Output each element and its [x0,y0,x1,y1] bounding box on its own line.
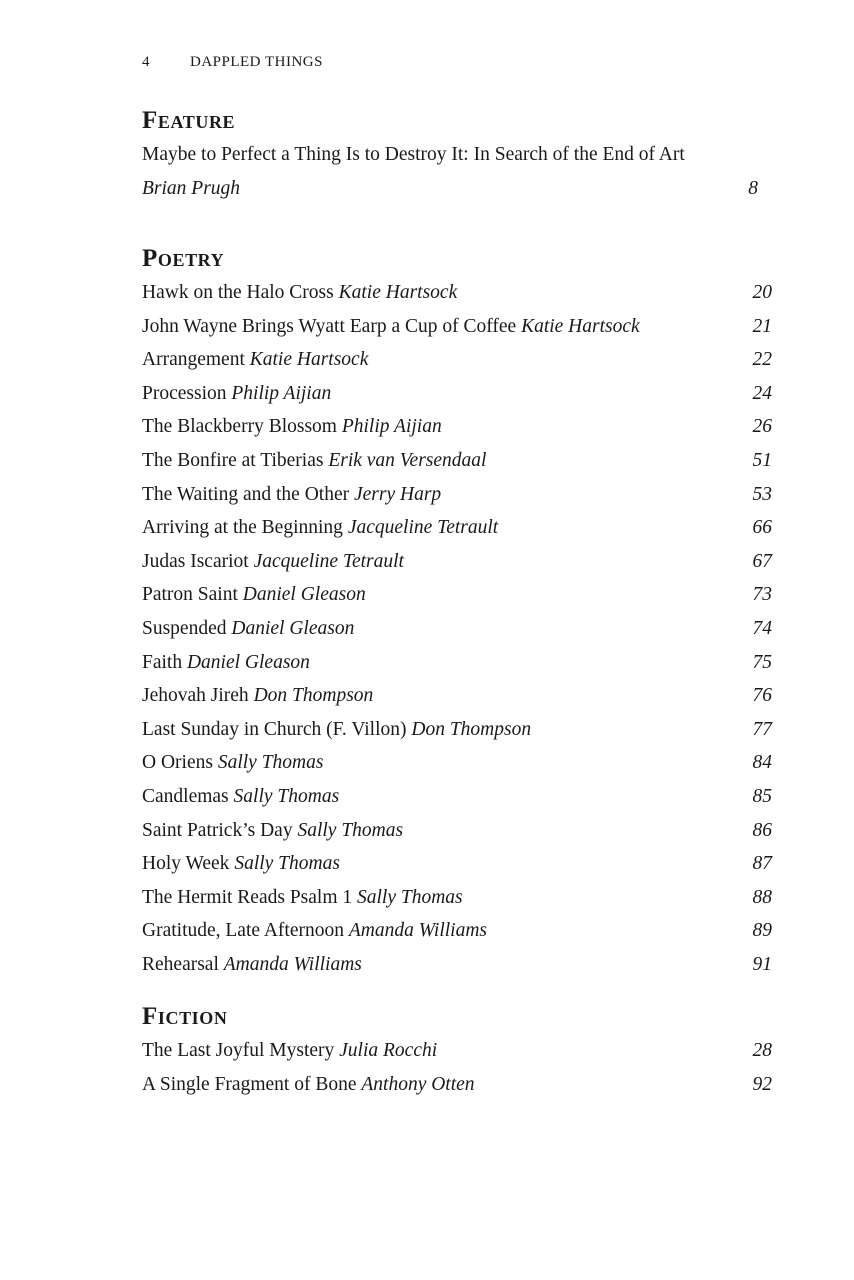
entry-page-number: 28 [752,1040,772,1061]
entry-title: John Wayne Brings Wyatt Earp a Cup of Coffee [142,315,517,337]
toc-entry [142,1034,772,1068]
entry-page-number: 67 [752,550,772,572]
entry-title: Faith [142,651,183,673]
entry-page-number: 77 [752,718,772,740]
section-title-poetry: Poetry [142,245,225,272]
running-head [142,54,323,71]
poetry-entry-list [142,276,772,981]
toc-entry [142,780,772,814]
entry-author: Katie Hartsock [521,315,640,337]
entry-author: Erik van Versendaal [328,449,487,471]
entry-page-number: 85 [752,785,772,807]
toc-entry [142,679,772,713]
entry-page-number: 74 [752,617,772,639]
entry-title: Patron Saint [142,584,238,606]
entry-page-number: 53 [752,483,772,505]
entry-title: Procession [142,382,227,404]
toc-entry [142,914,772,948]
entry-author: Sally Thomas [357,886,463,908]
entry-author: Don Thompson [253,685,374,707]
running-head-title: DAPPLED THINGS [190,54,323,70]
toc-entry [142,276,772,310]
entry-title: Judas Iscariot [142,550,249,572]
entry-title: Hawk on the Halo Cross [142,282,334,303]
toc-entry [142,1068,772,1102]
entry-author: Jerry Harp [353,483,442,505]
toc-entry [142,881,772,915]
toc-entry [142,847,772,881]
entry-page-number: 73 [752,584,772,606]
entry-page-number: 89 [752,920,772,942]
entry-author: Sally Thomas [233,785,340,807]
toc-entry [142,814,772,848]
entry-page-number: 87 [752,853,772,875]
entry-title: The Bonfire at Tiberias [142,449,324,471]
toc-entry [142,478,772,512]
entry-page-number: 26 [752,416,772,438]
toc-entry [142,545,772,579]
toc-entry [142,343,772,377]
toc-entry [142,310,772,344]
entry-author: Jacqueline Tetrault [347,517,499,539]
toc-entry [142,172,772,206]
section-title-feature: Feature [142,107,236,134]
feature-entry-list [142,138,772,205]
entry-title: Arriving at the Beginning [142,517,343,539]
entry-author: Jacqueline Tetrault [253,550,404,572]
section-poetry [142,242,772,981]
entry-page-number: 24 [752,382,772,404]
entry-title: A Single Fragment of Bone [142,1073,357,1095]
entry-page-number: 20 [752,282,772,303]
entry-page-number: 75 [752,651,772,673]
entry-page-number: 8 [748,177,758,199]
entry-author: Sally Thomas [234,853,340,875]
entry-page-number: 21 [752,315,772,337]
entry-author: Daniel Gleason [231,617,355,639]
toc-entry [142,511,772,545]
entry-author: Daniel Gleason [242,584,366,606]
toc-entry [142,138,772,172]
entry-title: Suspended [142,617,227,639]
entry-title: The Waiting and the Other [142,483,350,505]
fiction-entry-list [142,1034,772,1101]
entry-title: Jehovah Jireh [142,685,249,707]
entry-author: Anthony Otten [361,1073,475,1095]
entry-author: Amanda Williams [348,920,487,942]
entry-title: Maybe to Perfect a Thing Is to Destroy It: In Search of the End of Art [142,144,685,165]
entry-author: Brian Prugh [142,177,241,199]
entry-title: Candlemas [142,785,229,807]
toc-entry [142,578,772,612]
entry-author: Sally Thomas [217,752,324,774]
entry-page-number: 22 [752,349,772,371]
entry-title: Last Sunday in Church (F. Villon) [142,718,407,740]
entry-title: The Last Joyful Mystery [142,1040,335,1061]
entry-page-number: 86 [752,819,772,841]
entry-title: The Hermit Reads Psalm 1 [142,886,353,908]
toc-entry [142,444,772,478]
entry-author: Katie Hartsock [338,282,458,303]
entry-title: Holy Week [142,853,230,875]
entry-author: Julia Rocchi [339,1040,438,1061]
section-title-fiction: Fiction [142,1003,228,1030]
toc-entry [142,377,772,411]
entry-author: Daniel Gleason [186,651,310,673]
entry-author: Sally Thomas [297,819,404,841]
entry-page-number: 92 [752,1073,772,1095]
entry-page-number: 84 [752,752,772,774]
section-feature [142,104,772,205]
entry-title: Saint Patrick’s Day [142,819,293,841]
entry-author: Philip Aijian [341,416,442,438]
section-fiction [142,1000,772,1101]
entry-author: Amanda Williams [223,953,362,975]
entry-title: Arrangement [142,349,245,371]
toc-entry [142,948,772,982]
entry-title: O Oriens [142,752,213,774]
entry-title: Rehearsal [142,953,219,975]
running-head-page-number: 4 [142,54,150,70]
entry-author: Philip Aijian [231,382,332,404]
entry-page-number: 51 [752,449,772,471]
entry-page-number: 66 [752,517,772,539]
entry-page-number: 91 [752,953,772,975]
toc-entry [142,410,772,444]
entry-author: Katie Hartsock [249,349,369,371]
toc-entry [142,746,772,780]
entry-page-number: 76 [752,685,772,707]
entry-title: Gratitude, Late Afternoon [142,920,344,942]
entry-page-number: 88 [752,886,772,908]
entry-author: Don Thompson [411,718,532,740]
entry-title: The Blackberry Blossom [142,416,337,438]
toc-entry [142,612,772,646]
toc-entry [142,646,772,680]
toc-entry [142,713,772,747]
